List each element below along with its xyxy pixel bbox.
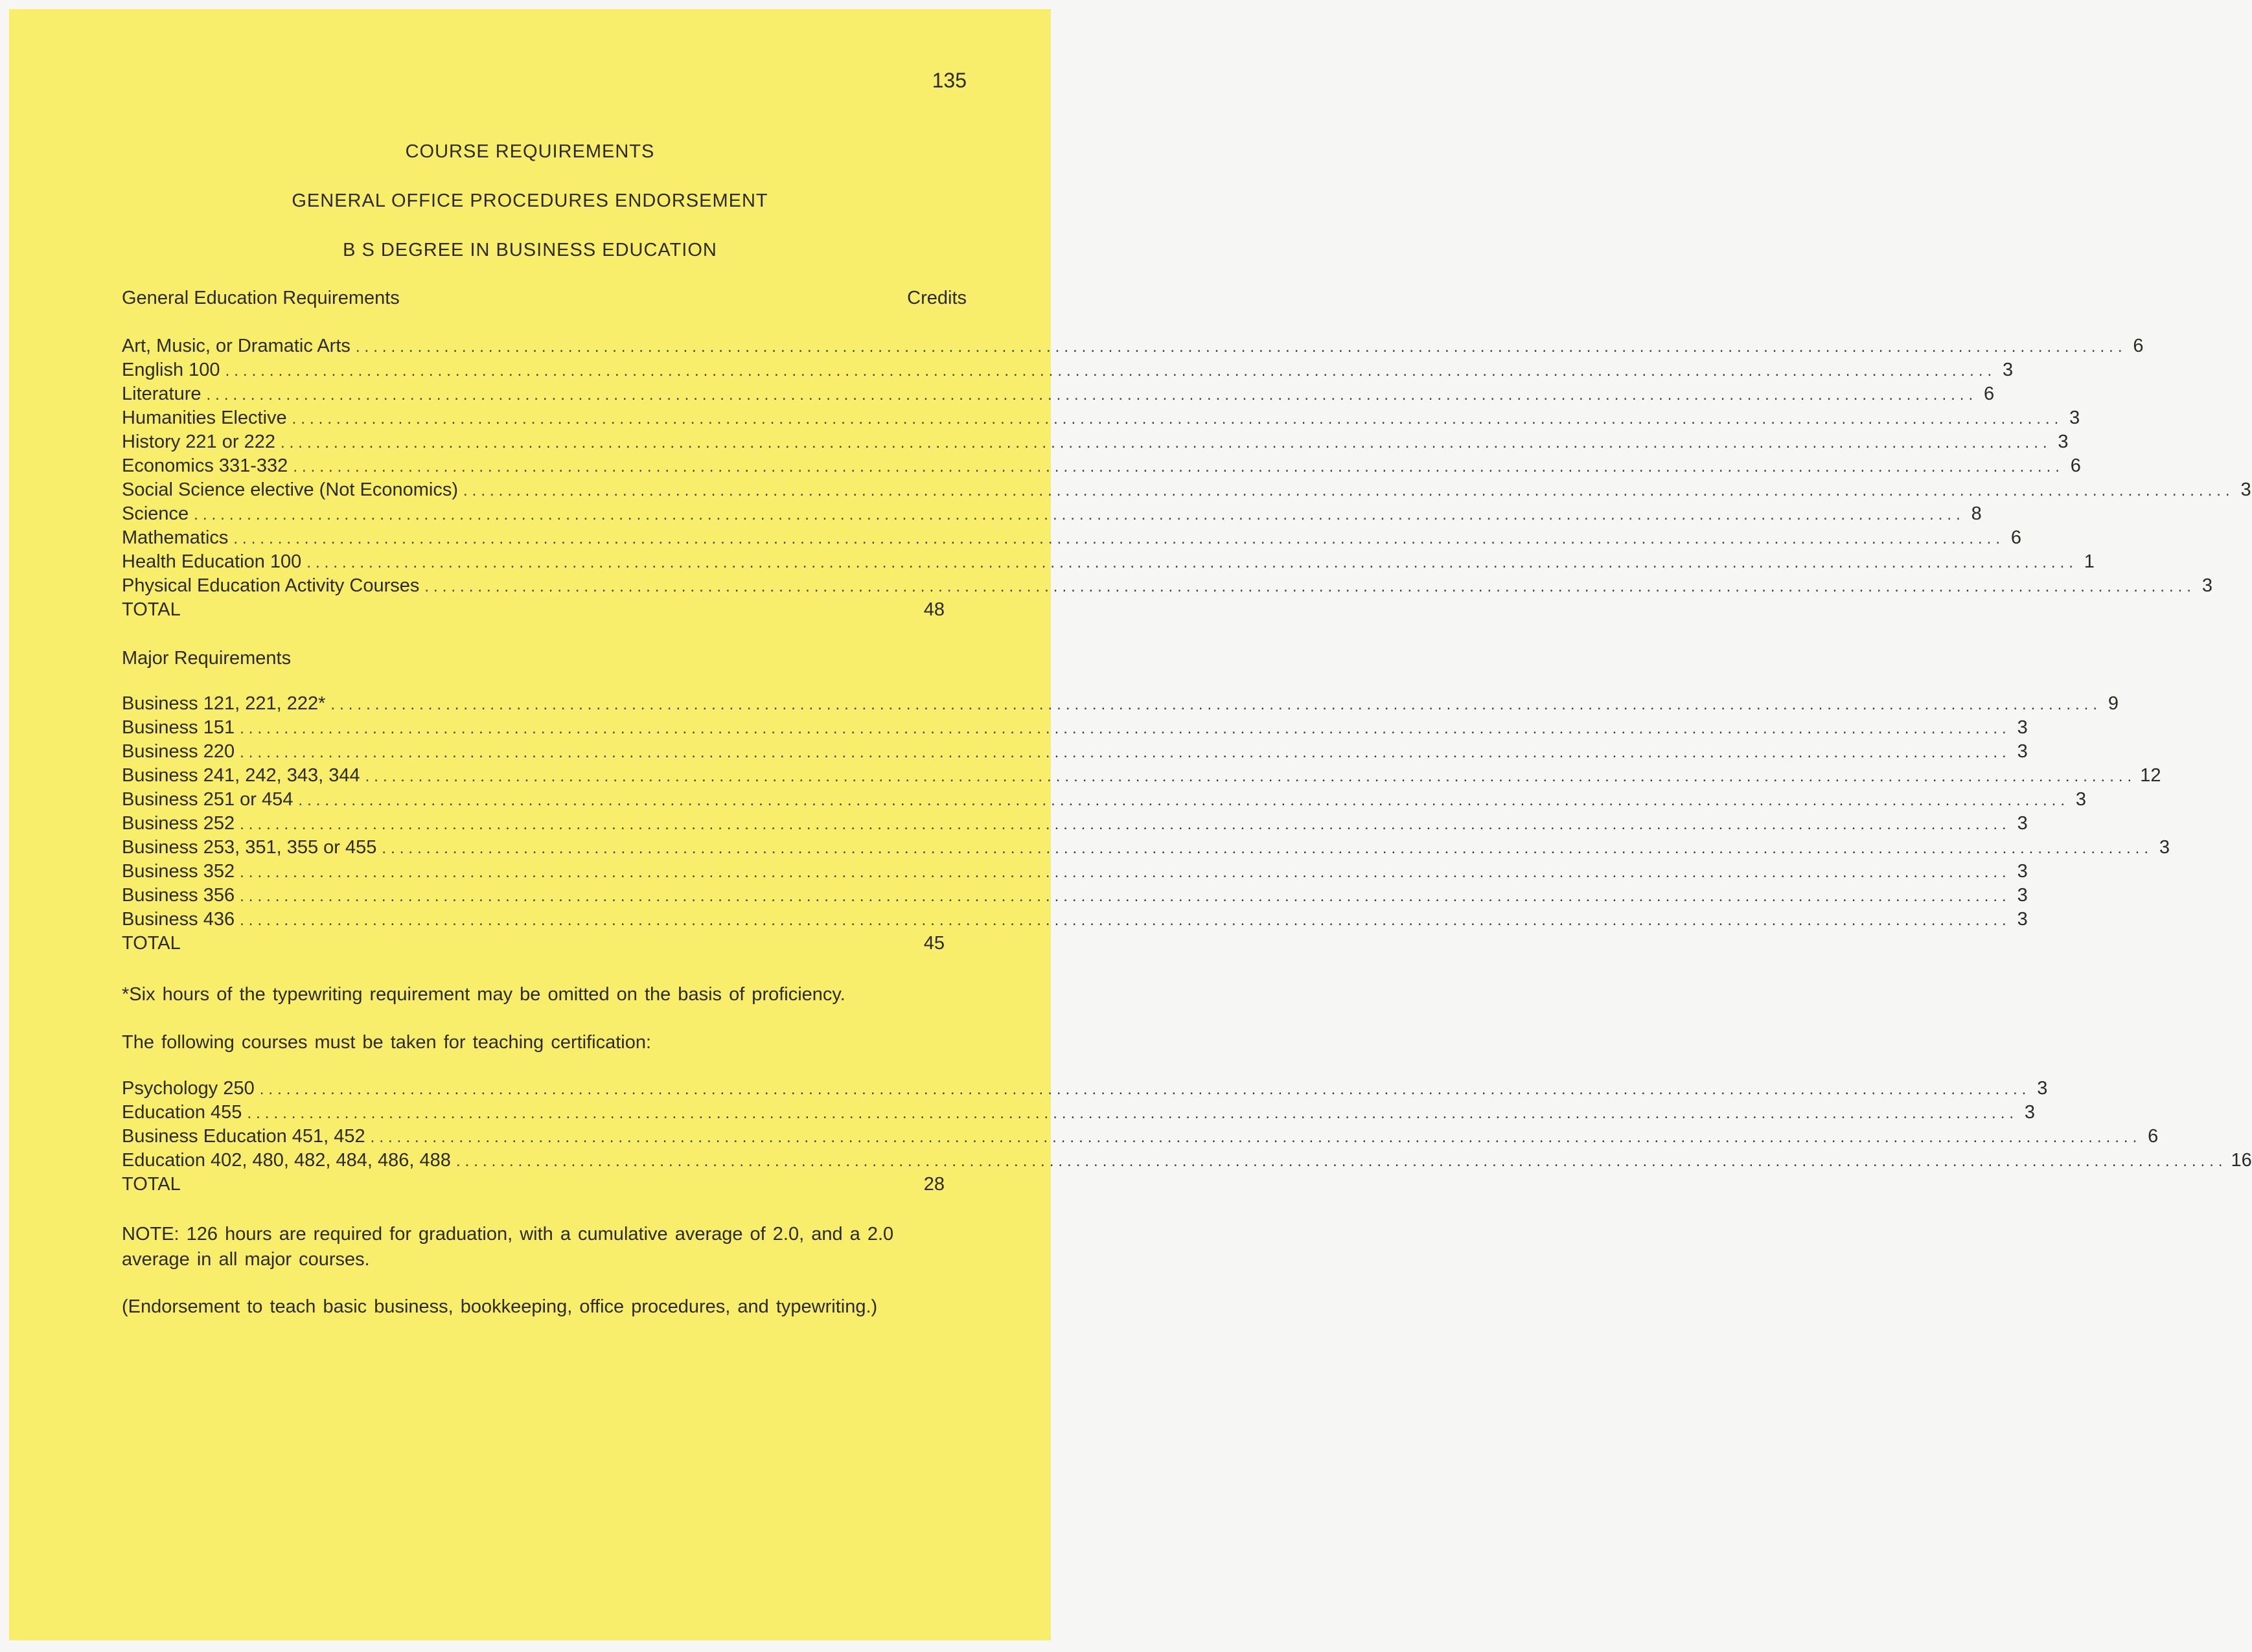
course-name: Art, Music, or Dramatic Arts (122, 336, 350, 356)
total-value: 28 (923, 1174, 945, 1195)
dot-leader: ........................................................................................................................................................................................................ (365, 768, 2137, 785)
dot-leader: ........................................................................................................................................................................................................ (355, 338, 2127, 356)
course-row (122, 1077, 2048, 1101)
dot-leader: ........................................................................................................................................................................................................ (233, 530, 2005, 547)
course-name: Business 220 (122, 741, 235, 762)
total-value: 45 (923, 933, 945, 954)
course-name: Education 402, 480, 482, 484, 486, 488 (122, 1150, 451, 1171)
course-credits: 3 (2058, 431, 2069, 452)
dot-leader: ........................................................................................................................................................................................................ (298, 792, 2069, 809)
course-credits: 3 (2017, 813, 2028, 834)
total-row (122, 598, 945, 622)
course-name: Mathematics (122, 527, 229, 548)
typewriting-footnote: *Six hours of the typewriting requirement may be omitted on the basis of proficiency. (122, 984, 845, 1005)
course-name: Business 151 (122, 717, 235, 738)
course-row (122, 836, 2170, 860)
course-name: Business 121, 221, 222* (122, 693, 326, 714)
course-credits: 3 (2069, 407, 2080, 428)
course-row (122, 454, 2081, 478)
course-row (122, 358, 2014, 382)
course-row (122, 1149, 2252, 1173)
course-row (122, 812, 2028, 836)
course-name: Literature (122, 384, 201, 404)
course-name: Business 253, 351, 355 or 455 (122, 837, 377, 858)
total-label: TOTAL (122, 1174, 181, 1195)
page-number: 135 (932, 69, 967, 92)
total-row (122, 932, 945, 956)
course-row (122, 382, 1995, 406)
dot-leader: ........................................................................................................................................................................................................ (194, 506, 1965, 523)
course-row (122, 550, 2095, 574)
general-education-header: General Education Requirements (122, 288, 400, 308)
course-credits: 6 (1983, 384, 1995, 404)
course-credits: 3 (2003, 360, 2014, 380)
course-name: Science (122, 503, 189, 524)
major-requirements-list (122, 692, 2170, 956)
course-name: Education 455 (122, 1102, 242, 1123)
dot-leader: ........................................................................................................................................................................................................ (463, 482, 2235, 499)
course-row (122, 1125, 2159, 1149)
course-row (122, 430, 2069, 454)
page-subtitle-degree: B S DEGREE IN BUSINESS EDUCATION (343, 240, 717, 260)
course-credits: 12 (2140, 765, 2161, 786)
course-name: Business 356 (122, 885, 235, 906)
course-row (122, 788, 2086, 812)
dot-leader: ........................................................................................................................................................................................................ (370, 1129, 2142, 1146)
certification-intro: The following courses must be taken for teaching certification: (122, 1032, 652, 1053)
major-requirements-label: Major Requirements (122, 648, 292, 669)
total-label: TOTAL (122, 599, 181, 620)
course-credits: 1 (2084, 551, 2095, 572)
course-credits: 3 (2159, 837, 2170, 858)
course-row (122, 478, 2251, 502)
course-credits: 3 (2017, 717, 2028, 738)
course-name: History 221 or 222 (122, 431, 275, 452)
course-credits: 3 (2017, 741, 2028, 762)
course-name: Physical Education Activity Courses (122, 575, 420, 596)
dot-leader: ........................................................................................................................................................................................................ (225, 362, 1997, 380)
course-row (122, 740, 2028, 764)
dot-leader: ........................................................................................................................................................................................................ (424, 578, 2196, 595)
course-row (122, 764, 2161, 788)
dot-leader: ........................................................................................................................................................................................................ (240, 744, 2011, 761)
course-credits: 3 (2017, 909, 2028, 930)
course-credits: 8 (1971, 503, 1982, 524)
course-credits: 6 (2070, 455, 2081, 476)
total-value: 48 (923, 599, 945, 620)
dot-leader: ........................................................................................................................................................................................................ (382, 840, 2153, 857)
course-credits: 3 (2240, 479, 2251, 500)
dot-leader: ........................................................................................................................................................................................................ (259, 1081, 2031, 1098)
course-name: Social Science elective (Not Economics) (122, 479, 458, 500)
page-title: COURSE REQUIREMENTS (405, 141, 655, 162)
dot-leader: ........................................................................................................................................................................................................ (240, 888, 2011, 905)
course-name: Business Education 451, 452 (122, 1126, 365, 1147)
course-credits: 6 (2010, 527, 2021, 548)
course-name: Economics 331-332 (122, 455, 288, 476)
course-row (122, 884, 2028, 908)
credits-header: Credits (907, 288, 967, 308)
dot-leader: ........................................................................................................................................................................................................ (293, 458, 2064, 476)
course-credits: 3 (2017, 885, 2028, 906)
dot-leader: ........................................................................................................................................................................................................ (240, 864, 2011, 881)
course-row (122, 860, 2028, 884)
dot-leader: ........................................................................................................................................................................................................ (206, 386, 1978, 404)
dot-leader: ........................................................................................................................................................................................................ (280, 434, 2052, 452)
page-subtitle-endorsement: GENERAL OFFICE PROCEDURES ENDORSEMENT (292, 190, 768, 211)
course-row (122, 692, 2119, 716)
dot-leader: ........................................................................................................................................................................................................ (306, 554, 2078, 571)
total-label: TOTAL (122, 933, 181, 954)
dot-leader: ........................................................................................................................................................................................................ (240, 912, 2011, 929)
dot-leader: ........................................................................................................................................................................................................ (240, 720, 2011, 737)
course-credits: 6 (2148, 1126, 2159, 1147)
certification-list (122, 1077, 2252, 1197)
course-credits: 9 (2108, 693, 2119, 714)
course-row (122, 1101, 2036, 1125)
course-credits: 3 (2037, 1078, 2048, 1099)
course-name: Humanities Elective (122, 407, 287, 428)
course-credits: 3 (2075, 789, 2086, 810)
course-credits: 16 (2231, 1150, 2252, 1171)
course-row (122, 908, 2028, 932)
course-name: Business 241, 242, 343, 344 (122, 765, 360, 786)
course-row (122, 502, 1982, 526)
course-name: Health Education 100 (122, 551, 302, 572)
dot-leader: ........................................................................................................................................................................................................ (247, 1105, 2019, 1122)
course-credits: 3 (2017, 861, 2028, 882)
course-row (122, 716, 2028, 740)
course-row (122, 574, 2212, 598)
general-education-list (122, 334, 2251, 622)
total-row (122, 1173, 945, 1197)
course-credits: 6 (2133, 336, 2144, 356)
course-name: Business 251 or 454 (122, 789, 293, 810)
catalog-page (9, 9, 2252, 1640)
course-row (122, 406, 2080, 430)
course-name: Business 436 (122, 909, 235, 930)
dot-leader: ........................................................................................................................................................................................................ (330, 696, 2102, 713)
course-row (122, 526, 2021, 550)
endorsement-note: (Endorsement to teach basic business, bookkeeping, office procedures, and typewriting.) (122, 1296, 878, 1317)
graduation-note: NOTE: 126 hours are required for graduation, with a cumulative average of 2.0, and a 2.0 average in all major courses. (122, 1224, 894, 1270)
course-name: Business 252 (122, 813, 235, 834)
course-name: English 100 (122, 360, 220, 380)
dot-leader: ........................................................................................................................................................................................................ (455, 1153, 2227, 1170)
course-credits: 3 (2201, 575, 2212, 596)
dot-leader: ........................................................................................................................................................................................................ (240, 816, 2011, 833)
course-name: Psychology 250 (122, 1078, 255, 1099)
course-credits: 3 (2024, 1102, 2036, 1123)
course-name: Business 352 (122, 861, 235, 882)
course-row (122, 334, 2144, 358)
dot-leader: ........................................................................................................................................................................................................ (292, 410, 2063, 428)
